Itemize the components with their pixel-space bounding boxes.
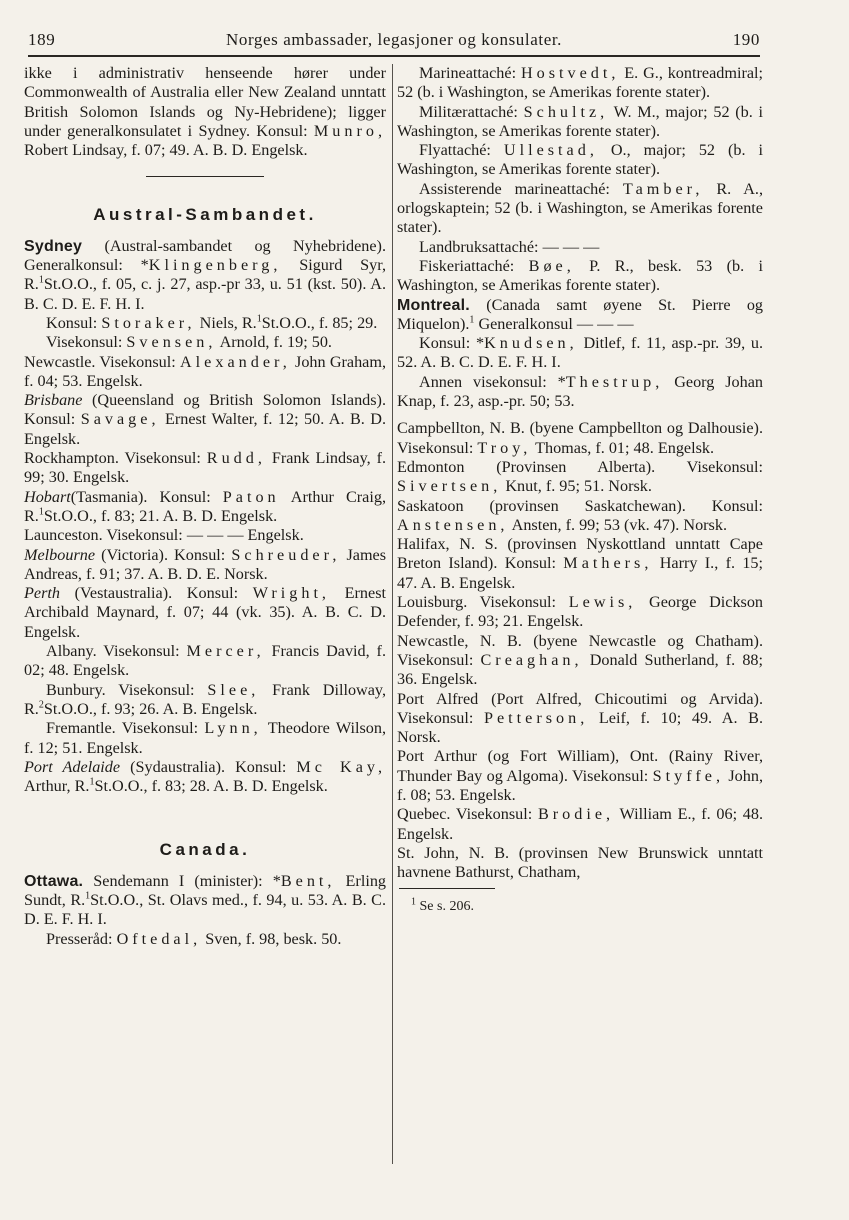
city-sydney: Sydney — [24, 237, 83, 255]
entry-perth: Perth (Vestaustralia). Konsul: Wright, Ernest Archibald Maynard, f. 07; 44 (vk. 35). A. B. C. D. Engelsk. — [24, 584, 386, 641]
entry-newcastle-nb: Newcastle, N. B. (byene Newcastle og Chatham). Visekonsul: Creaghan, Donald Sutherland, f. 88; 36. Engelsk. — [397, 631, 764, 689]
footnote-rule — [399, 888, 495, 889]
entry-montreal-konsul: Konsul: *Knudsen, Ditlef, f. 11, asp.-pr. 39, u. 52. A. B. C. D. E. F. H. I. — [397, 334, 763, 372]
entry-louisburg: Louisburg. Visekonsul: Lewis, George Dickson Defender, f. 93; 21. Engelsk. — [397, 593, 764, 631]
header-rule — [28, 55, 760, 57]
city-port-adelaide: Port Adelaide — [24, 757, 121, 776]
person-name: Klingenberg, — [148, 256, 282, 275]
entry-intro: ikke i administrativ henseende hører under Commonwealth of Australia eller New Zealand unntatt British Solomon Islands og Ny-Hebridene); ligger under generalkonsulatet i Sydney. Konsul: Munro, Robert Lindsay, f. 07; 49. A. B. D. Engelsk. — [24, 64, 387, 160]
entry-marine-attache: Marineattaché: Hostvedt, E. G., kontreadmiral; 52 (b. i Washington, se Amerikas forente stater). — [397, 64, 764, 102]
entry-fremantle: Fremantle. Visekonsul: Lynn, Theodore Wilson, f. 12; 51. Engelsk. — [24, 719, 386, 757]
entry-assistant-marine-attache: Assisterende marineattaché: Tamber, R. A., orlogskaptein; 52 (b. i Washington, se Amerikas forente stater). — [397, 179, 764, 237]
entry-port-alfred: Port Alfred (Port Alfred, Chicoutimi og Arvida). Visekonsul: Petterson, Leif, f. 10; 49. A. B. Norsk. — [397, 689, 763, 747]
footnote-text: Se s. 206. — [419, 899, 474, 915]
person-name: Svensen, — [126, 333, 217, 352]
entry-ottawa-presserad: Presseråd: Oftedal, Sven, f. 98, besk. 50. — [46, 929, 342, 948]
person-name: Wright, — [252, 584, 330, 603]
city-hobart: Hobart — [24, 487, 71, 506]
entry-fishery-attache: Fiskeriattaché: Bøe, P. R., besk. 53 (b. i Washington, se Amerikas forente stater). — [397, 256, 763, 295]
city-melbourne: Melbourne — [24, 545, 96, 564]
entry-montreal: Montreal. (Canada samt øyene St. Pierre og Miquelon).$^1$ Generalkonsul — — — — [397, 295, 764, 333]
person-name: Creaghan, — [480, 650, 583, 669]
entry-newcastle-au: Newcastle. Visekonsul: Alexander, John Graham, f. 04; 53. Engelsk. — [24, 352, 386, 390]
person-name: Tamber, — [622, 179, 704, 198]
city-montreal: Montreal. — [397, 296, 470, 314]
running-header — [28, 26, 760, 54]
person-name: Munro, — [313, 121, 387, 140]
person-name: Slee, — [207, 680, 260, 699]
person-name: Savage, — [80, 410, 160, 429]
city-ottawa: Ottawa. — [24, 872, 84, 890]
person-name: Anstensen, — [397, 515, 509, 534]
person-name: Mathers, — [563, 554, 653, 573]
entry-military-attache: Militærattaché: Schultz, W. M., major; 52 (b. i Washington, se Amerikas forente stater). — [397, 102, 764, 140]
person-name: Schreuder, — [231, 545, 341, 564]
person-name: Brodie, — [537, 805, 615, 824]
person-name: Thestrup, — [565, 372, 664, 391]
person-name: Schultz, — [523, 102, 609, 121]
section-heading-austral: Austral-Sambandet. — [93, 205, 317, 225]
person-name: Lynn, — [204, 719, 262, 738]
entry-melbourne: Melbourne (Victoria). Konsul: Schreuder, James Andreas, f. 91; 37. A. B. D. E. Norsk. — [24, 545, 387, 583]
entry-quebec: Quebec. Visekonsul: Brodie, William E., f. 06; 48. Engelsk. — [397, 805, 764, 843]
entry-sydney: Sydney (Austral-sambandet og Nyhebridene). Generalkonsul: *Klingenberg, Sigurd Syr, R.$^1$St.O.O., f. 05, c. j. 27, asp.-pr 33, u. 51 (kst. 50). A. B. C. D. E. F. H. I. — [24, 236, 386, 313]
person-name: Lewis, — [568, 593, 637, 612]
entry-halifax: Halifax, N. S. (provinsen Nyskottland unntatt Cape Breton Island). Konsul: Mathers, Harry I., f. 15; 47. A. B. Engelsk. — [397, 535, 764, 592]
entry-rockhampton: Rockhampton. Visekonsul: Rudd, Frank Lindsay, f. 99; 30. Engelsk. — [24, 449, 387, 487]
entry-sydney-visekonsul: Visekonsul: Svensen, Arnold, f. 19; 50. — [46, 333, 332, 352]
city-brisbane: Brisbane — [24, 391, 83, 410]
entry-bunbury: Bunbury. Visekonsul: Slee, Frank Dilloway, R.$^2$St.O.O., f. 93; 26. A. B. Engelsk. — [24, 680, 387, 718]
person-name: Ullestad, — [503, 141, 598, 160]
person-name: Bøe, — [528, 256, 575, 275]
right-column — [397, 64, 763, 917]
page-number-left: 189 — [28, 30, 56, 49]
left-column — [24, 64, 386, 949]
person-name: Bent, — [280, 871, 336, 890]
person-name: Mercer, — [186, 642, 265, 661]
entry-launceston: Launceston. Visekonsul: — — — Engelsk. — [24, 526, 304, 545]
person-name: Sivertsen, — [397, 477, 502, 496]
person-name: Petterson, — [483, 708, 589, 727]
entry-st-john: St. John, N. B. (provinsen New Brunswick unntatt havnene Bathurst, Chatham, — [397, 843, 763, 882]
city-perth: Perth — [24, 584, 60, 603]
person-name: Paton — [222, 487, 280, 506]
person-name: Troy, — [477, 438, 532, 457]
person-name: Oftedal, — [116, 929, 202, 948]
entry-port-adelaide: Port Adelaide (Sydaustralia). Konsul: Mc Kay, Arthur, R.$^1$St.O.O., f. 83; 28. A. B. D. Engelsk. — [24, 757, 387, 796]
entry-port-arthur: Port Arthur (og Fort William), Ont. (Rainy River, Thunder Bay og Algoma). Visekonsul: Styffe, John, f. 08; 53. Engelsk. — [397, 747, 763, 804]
entry-agriculture-attache: Landbruksattaché: — — — — [419, 237, 600, 256]
section-heading-canada: Canada. — [159, 840, 251, 860]
person-name: Hostvedt, — [520, 64, 620, 82]
page-number-right: 190 — [732, 30, 760, 49]
running-title: Norges ambassader, legasjoner og konsulater. — [225, 30, 563, 49]
column-divider — [392, 64, 393, 1164]
entry-fly-attache: Flyattaché: Ullestad, O., major; 52 (b. i Washington, se Amerikas forente stater). — [397, 141, 763, 179]
entry-montreal-visekonsul: Annen visekonsul: *Thestrup, Georg Johan Knap, f. 23, asp.-pr. 50; 53. — [397, 372, 763, 411]
entry-hobart: Hobart(Tasmania). Konsul: Paton Arthur Craig, R.$^1$St.O.O., f. 83; 21. A. B. D. Engelsk. — [24, 487, 387, 525]
person-name: Alexander, — [179, 352, 291, 371]
person-name: Storaker, — [101, 313, 196, 332]
entry-albany: Albany. Visekonsul: Mercer, Francis David, f. 02; 48. Engelsk. — [24, 642, 386, 680]
entry-ottawa: Ottawa. Sendemann I (minister): *Bent, Erling Sundt, R.$^1$St.O.O., St. Olavs med., f. 94, u. 53. A. B. C. D. E. F. H. I. — [24, 871, 387, 929]
person-name: Mc Kay, — [296, 757, 387, 776]
section-divider — [146, 176, 264, 177]
entry-sydney-konsul: Konsul: Storaker, Niels, R.$^1$St.O.O., f. 85; 29. — [46, 313, 378, 332]
footnote — [397, 897, 763, 916]
person-name: Rudd, — [206, 449, 266, 468]
entry-campbellton: Campbellton, N. B. (byene Campbellton og Dalhousie). Visekonsul: Troy, Thomas, f. 01; 48. Engelsk. — [397, 419, 763, 457]
entry-saskatoon: Saskatoon (provinsen Saskatchewan). Konsul: Anstensen, Ansten, f. 99; 53 (vk. 47). Norsk. — [397, 496, 763, 534]
person-name: Knudsen, — [484, 334, 578, 353]
entry-edmonton: Edmonton (Provinsen Alberta). Visekonsul: Sivertsen, Knut, f. 95; 51. Norsk. — [397, 457, 763, 496]
footnote-mark: 1 — [411, 896, 416, 908]
entry-brisbane: Brisbane (Queensland og British Solomon Islands). Konsul: Savage, Ernest Walter, f. 12; 50. A. B. D. Engelsk. — [24, 391, 386, 448]
person-name: Styffe, — [652, 766, 724, 785]
